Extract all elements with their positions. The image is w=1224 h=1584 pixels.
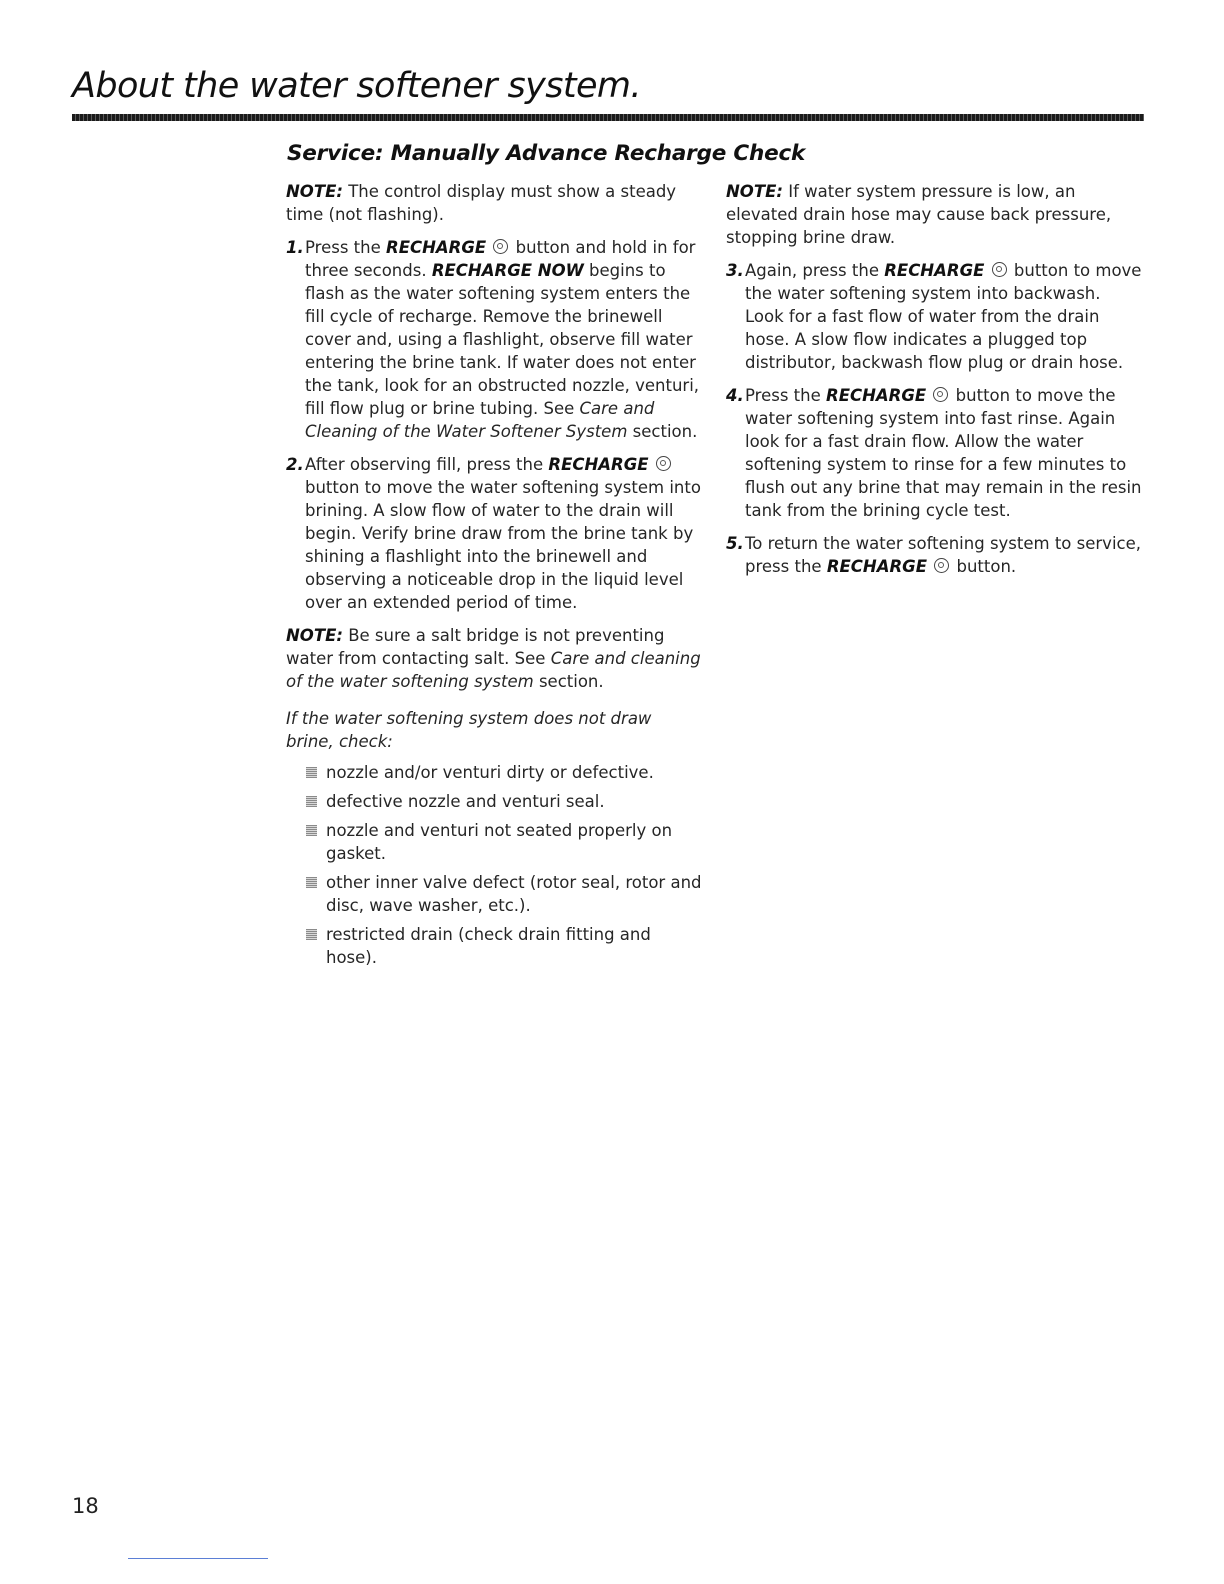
recharge-keyword: RECHARGE — [826, 557, 927, 576]
recharge-button-icon — [934, 558, 949, 573]
step-text: Again, press the — [745, 261, 885, 280]
step-3 — [726, 259, 1142, 374]
step-text: begins to flash as the water softening system enters the fill cycle of recharge. Remove the brinewell cover and, using a flashlight, observe fill water entering the brine tank. If water does not enter the tank, look for an obstructed nozzle, venturi, fill flow plug or brine tubing. See — [305, 261, 700, 418]
step-2 — [286, 453, 702, 614]
step-text: After observing fill, press the — [305, 455, 549, 474]
step-text: section. — [627, 422, 698, 441]
steps-list-right — [726, 259, 1142, 578]
check-item — [304, 761, 702, 784]
page-title: About the water softener system. — [72, 66, 641, 106]
recharge-keyword: RECHARGE — [884, 261, 985, 280]
check-text: defective nozzle and venturi seal. — [326, 792, 605, 811]
recharge-now-keyword: RECHARGE NOW — [431, 261, 584, 280]
note-salt-bridge — [286, 624, 702, 693]
recharge-button-icon — [656, 456, 671, 471]
note-text: section. — [533, 672, 604, 691]
step-text: Press the — [745, 386, 826, 405]
step-text: button to move the water softening system into brining. A slow flow of water to the drain will begin. Verify brine draw from the brine tank by shining a flashlight into the brinewell and observing a noticeable drop in the liquid level over an extended period of time. — [305, 478, 701, 612]
bullet-icon — [306, 877, 317, 888]
note-text: If water system pressure is low, an elevated drain hose may cause back pressure, stopping brine draw. — [726, 182, 1112, 247]
step-4 — [726, 384, 1142, 522]
bullet-icon — [306, 796, 317, 807]
note-pressure — [726, 180, 1142, 249]
check-text: nozzle and/or venturi dirty or defective. — [326, 763, 654, 782]
check-item — [304, 923, 702, 969]
step-number: 1. — [286, 238, 304, 257]
note-text: The control display must show a steady time (not flashing). — [286, 182, 677, 224]
check-text: restricted drain (check drain fitting and hose). — [326, 925, 651, 967]
recharge-keyword: RECHARGE — [548, 455, 649, 474]
step-number: 4. — [726, 386, 744, 405]
step-text: To return the water softening system to service, press the — [745, 534, 1141, 576]
step-number: 2. — [286, 455, 304, 474]
recharge-keyword: RECHARGE — [826, 386, 927, 405]
step-number: 5. — [726, 534, 744, 553]
right-column — [726, 180, 1142, 588]
check-item — [304, 790, 702, 813]
step-text: Press the — [305, 238, 386, 257]
step-text: button. — [951, 557, 1017, 576]
note-control-display — [286, 180, 702, 226]
check-text: nozzle and venturi not seated properly on gasket. — [326, 821, 673, 863]
recharge-button-icon — [933, 387, 948, 402]
footer-line — [128, 1558, 268, 1559]
step-text: button to move the water softening system into fast rinse. Again look for a fast drain flow. Allow the water softening system to rinse for a few minutes to flush out any brine that may remain in the resin tank from the brining cycle test. — [745, 386, 1142, 520]
check-item — [304, 819, 702, 865]
section-reference: Care and cleaning of the water softening system — [286, 649, 701, 691]
check-list — [286, 761, 702, 969]
step-5 — [726, 532, 1142, 578]
note-label: NOTE: — [286, 626, 343, 645]
recharge-button-icon — [493, 239, 508, 254]
page-number: 18 — [72, 1494, 99, 1518]
bullet-icon — [306, 825, 317, 836]
note-label: NOTE: — [726, 182, 783, 201]
left-column — [286, 180, 702, 975]
check-item — [304, 871, 702, 917]
note-text: Be sure a salt bridge is not preventing water from contacting salt. See — [286, 626, 665, 668]
step-number: 3. — [726, 261, 744, 280]
note-label: NOTE: — [286, 182, 343, 201]
bullet-icon — [306, 767, 317, 778]
section-reference: Care and Cleaning of the Water Softener System — [305, 399, 655, 441]
steps-list-left — [286, 236, 702, 614]
step-1 — [286, 236, 702, 443]
step-text: button and hold in for three seconds. — [305, 238, 696, 280]
section-title: Service: Manually Advance Recharge Check — [287, 141, 806, 166]
check-text: other inner valve defect (rotor seal, rotor and disc, wave washer, etc.). — [326, 873, 702, 915]
recharge-keyword: RECHARGE — [386, 238, 487, 257]
bullet-icon — [306, 929, 317, 940]
recharge-button-icon — [992, 262, 1007, 277]
check-intro: If the water softening system does not draw brine, check: — [286, 709, 652, 751]
step-text: button to move the water softening system into backwash. Look for a fast flow of water from the drain hose. A slow flow indicates a plugged top distributor, backwash flow plug or drain hose. — [745, 261, 1142, 372]
title-rule — [72, 114, 1144, 121]
